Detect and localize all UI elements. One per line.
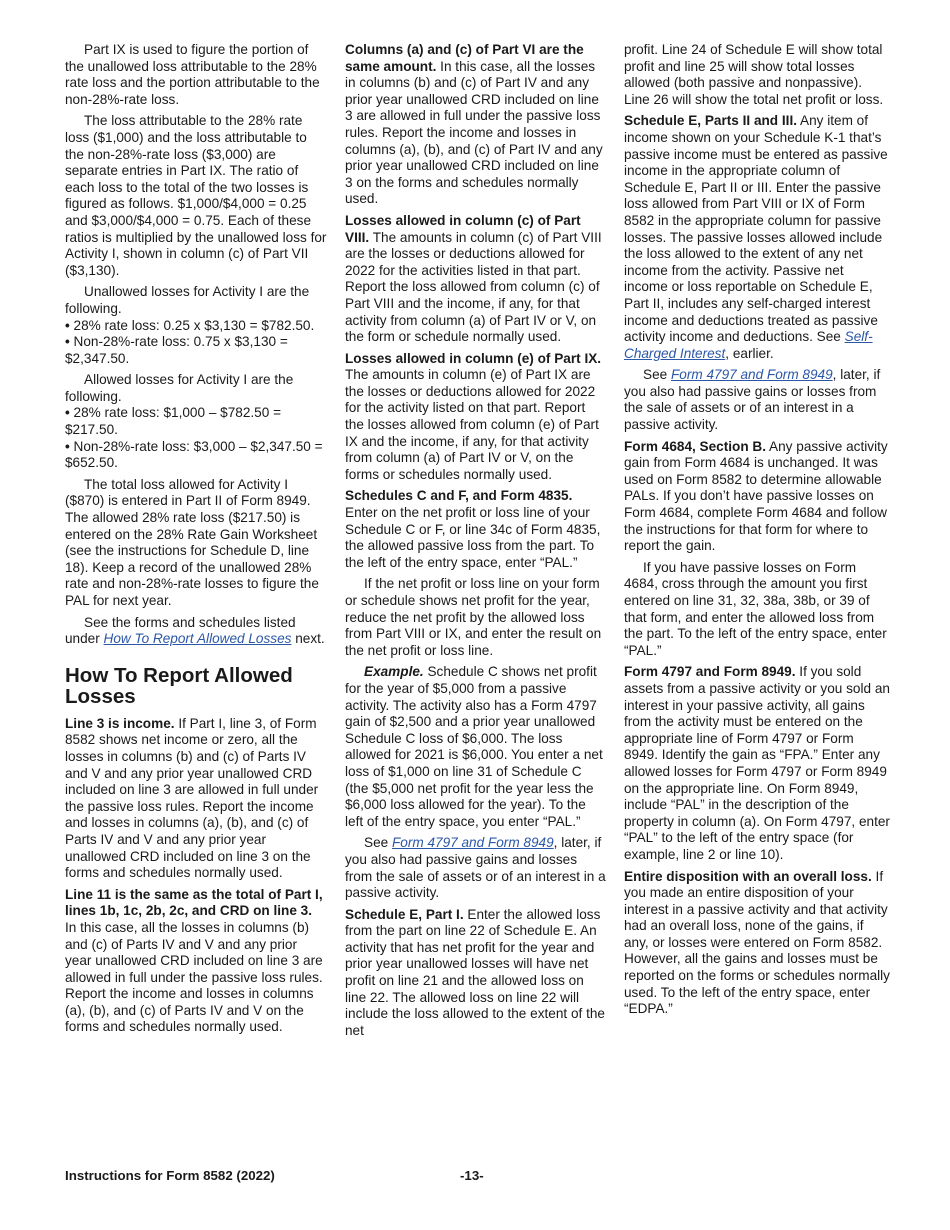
text: In this case, all the losses in columns (b) and (c) of Part IV and any prior year unallowed CRD included on line 3 are allowed in full under the passive loss rules. Report the income and losses in columns (a), (b), and (c) of Part IV and any prior year unallowed CRD included on line 3 on the forms and schedules normally used. bbox=[345, 58, 603, 207]
run-in-heading: Schedule E, Part I. bbox=[345, 906, 464, 922]
bullet-icon: • bbox=[65, 438, 70, 454]
section-heading: How To Report Allowed Losses bbox=[65, 663, 293, 709]
text: next. bbox=[291, 631, 325, 647]
how-to-report-link[interactable]: How To Report Allowed Losses bbox=[103, 631, 292, 647]
example-label: Example. bbox=[364, 664, 424, 680]
paragraph: profit. Line 24 of Schedule E will show total profit and line 25 will show total losses allowed (both passive and nonpassive). Line 26 will show the total net profit or loss. bbox=[624, 42, 884, 107]
paragraph: The loss attributable to the 28% rate loss ($1,000) and the loss attributable to the non-28%-rate loss ($3,000) are separate entries in Part IX. The ratio of each loss to the total of the two losses is figured as follows. $1,000/$4,000 = 0.25 and $3,000/$4,000 = 0.75. Each of these ratios is multiplied by the unallowed loss for Activity I, shown in column (c) of Part VII ($3,130). bbox=[65, 113, 327, 278]
bullet-icon: • bbox=[65, 317, 70, 333]
text: Enter the allowed loss from the part on line 22 of Schedule E. An activity that has net profit for the year and prior year unallowed losses will have net profit on line 21 and the allowed loss on line 22. The allowed loss on line 22 will include the loss allowed to the extent of the net bbox=[345, 906, 605, 1038]
text: If you sold assets from a passive activity or you sold an interest in your passive activity, all gains from the activity must be entered on the appropriate line of Form 4797 or Form 8949. Identify the gain as “FPA.” Enter any allowed losses for Form 4797 or Form 8949 on the appropriate line. On Form 8949, include “PAL” in the description of the property in column (a). On Form 4797, enter “PAL” to the left of the entry space (for example, line 2 or line 10). bbox=[624, 664, 890, 862]
text: , later, if you also had passive gains and losses from the sale of assets or of an interest in a passive activity. bbox=[345, 835, 606, 901]
text: , later, if you also had passive gains or losses from the sale of assets or of an interest in a passive activity. bbox=[624, 367, 881, 433]
text: Enter on the net profit or loss line of your Schedule C or F, or line 34c of Form 4835, the allowed passive loss from the part. To the left of the entry space, enter “PAL.” bbox=[345, 505, 601, 570]
run-in-heading: Losses allowed in column (e) of Part IX. bbox=[345, 350, 602, 366]
text: If you made an entire disposition of your interest in a passive activity and that activity had an overall loss, none of the gains, if any, or losses were entered on Form 8582. However, all the gains and losses must be reported on the forms or schedules normally used. To the left of the entry space, enter “EDPA.” bbox=[624, 868, 890, 1017]
paragraph bbox=[345, 907, 607, 1040]
text: Schedule C shows net profit for the year of $5,000 from a passive activity. The activity also has a Form 4797 gain of $2,500 and a prior year unallowed Schedule C loss of $6,000. The loss allowed for 2021 is $6,000. You enter a net loss of $1,000 on line 31 of Schedule C (the $5,000 net profit for the year less the $6,000 loss allowed for the year). To the left of the entry space, you enter “PAL.” bbox=[345, 664, 603, 829]
text: , earlier. bbox=[725, 345, 774, 361]
paragraph bbox=[345, 213, 607, 346]
text: See bbox=[364, 835, 392, 851]
paragraph bbox=[345, 42, 607, 208]
text: The amounts in column (c) of Part VIII are the losses or deductions allowed for 2022 for the activities listed in that part. Report the loss allowed from column (c) of Part VIII and the income, if any, for that activity from column (a) of Part IV or V, on the form or schedule normally used. bbox=[345, 229, 602, 345]
paragraph bbox=[624, 367, 890, 433]
paragraph: Allowed losses for Activity I are the following. bbox=[65, 372, 294, 404]
text: See bbox=[643, 367, 671, 383]
bullet-item bbox=[65, 318, 327, 335]
paragraph bbox=[65, 887, 327, 1036]
text: Any passive activity gain from Form 4684 is unchanged. It was used on Form 8582 to determine allowable PALs. If you don’t have passive losses on Form 4684, complete Form 4684 and follow the instructions for that form for where to report the gain. bbox=[624, 438, 888, 554]
paragraph bbox=[345, 351, 607, 484]
run-in-heading: Line 11 is the same as the total of Part I, lines 1b, 1c, 2b, 2c, and CRD on line 3. bbox=[65, 886, 323, 919]
form-4797-8949-link[interactable]: Form 4797 and Form 8949 bbox=[670, 367, 833, 383]
paragraph bbox=[624, 869, 890, 1018]
run-in-heading: Schedule E, Parts II and III. bbox=[624, 113, 797, 129]
text: The amounts in column (e) of Part IX are the losses or deductions allowed for 2022 for the activity listed on that part. Report the losses allowed from column (e) of Part IX and the income, if any, for that activity from column (a) of Part IV or V, on the forms or schedules normally used. bbox=[345, 367, 599, 482]
paragraph bbox=[624, 439, 890, 555]
paragraph: Unallowed losses for Activity I are the following. bbox=[65, 284, 310, 316]
paragraph: If the net profit or loss line on your form or schedule shows net profit for the year, reduce the net profit by the allowed loss from Part VIII or IX, and enter the result on the net profit or loss line. bbox=[345, 576, 602, 658]
bullet-text: 28% rate loss: $1,000 – $782.50 = $217.50. bbox=[65, 405, 282, 438]
paragraph bbox=[345, 664, 607, 830]
bullet-icon: • bbox=[65, 405, 70, 421]
paragraph: Part IX is used to figure the portion of the unallowed loss attributable to the 28% rate loss and the portion attributable to the non-28%-rate loss. bbox=[65, 42, 320, 107]
run-in-heading: Schedules C and F, and Form 4835. bbox=[345, 488, 573, 504]
text: If Part I, line 3, of Form 8582 shows net income or zero, all the losses in columns (b) and (c) of Parts IV and V and any prior year unallowed CRD included on line 3 are allowed in full under the passive loss rules. Report the income and losses in columns (a), (b), and (c) of Parts IV and V and any prior year unallowed CRD included on line 3 on the forms and schedules normally used. bbox=[65, 715, 319, 881]
run-in-heading: Losses allowed in column (c) of Part VIII. bbox=[345, 212, 581, 245]
paragraph: If you have passive losses on Form 4684, cross through the amount you first entered on line 31, 32, 38a, 38b, or 39 of that form, and enter the allowed loss from the part. To the left of the entry space, enter “PAL.” bbox=[624, 559, 887, 658]
text: See the forms and schedules listed under bbox=[65, 614, 296, 647]
bullet-item bbox=[65, 405, 327, 438]
bullet-text: 28% rate loss: 0.25 x $3,130 = $782.50. bbox=[73, 317, 315, 333]
run-in-heading: Entire disposition with an overall loss. bbox=[624, 868, 872, 884]
run-in-heading: Form 4797 and Form 8949. bbox=[624, 664, 796, 680]
paragraph bbox=[345, 488, 607, 571]
bullet-item bbox=[65, 334, 327, 367]
self-charged-interest-link[interactable]: Self-Charged Interest bbox=[624, 329, 873, 361]
paragraph: The total loss allowed for Activity I ($870) is entered in Part II of Form 8949. The allowed 28% rate loss ($217.50) is entered on the 28% Rate Gain Worksheet (see the instructions for Schedule D, line 18). Keep a record of the unallowed 28% rate and non-28%-rate losses to figure the PAL for next year. bbox=[65, 476, 319, 608]
paragraph bbox=[65, 716, 327, 882]
column-2 bbox=[345, 42, 607, 1044]
paragraph bbox=[65, 615, 327, 648]
bullet-text: Non-28%-rate loss: $3,000 – $2,347.50 = $652.50. bbox=[65, 438, 323, 471]
footer-form-title: Instructions for Form 8582 (2022) bbox=[65, 1168, 275, 1183]
column-3 bbox=[624, 42, 890, 1023]
paragraph bbox=[624, 113, 890, 362]
paragraph bbox=[624, 664, 890, 863]
run-in-heading: Form 4684, Section B. bbox=[624, 438, 767, 454]
bullet-item bbox=[65, 439, 327, 472]
page-number: -13- bbox=[460, 1168, 484, 1183]
form-4797-8949-link[interactable]: Form 4797 and Form 8949 bbox=[391, 835, 554, 851]
bullet-text: Non-28%-rate loss: 0.75 x $3,130 = $2,347.50. bbox=[65, 334, 288, 366]
paragraph bbox=[345, 835, 607, 901]
text: Any item of income shown on your Schedule K-1 that’s passive income must be entered as passive income in the appropriate column of Schedule E, Part II or III. Enter the passive loss allowed from Part VIII or IX of Form 8582 in the appropriate column for passive losses. The passive losses allowed include the loss allowed to the extent of any net income from the activity. Passive net income or loss reportable on Schedule E, Part II, includes any self-charged interest income and deductions treated as passive activity income and deductions. See bbox=[624, 113, 888, 345]
text: In this case, all the losses in columns (b) and (c) of Parts IV and V and any prior year unallowed CRD included on line 3 are allowed in full under the passive loss rules. Report the income and losses in columns (a), (b), and (c) of Parts IV and V on the forms and schedules normally used. bbox=[65, 919, 323, 1035]
run-in-heading: Columns (a) and (c) of Part VI are the same amount. bbox=[345, 42, 584, 74]
run-in-heading: Line 3 is income. bbox=[65, 715, 175, 731]
column-1 bbox=[65, 42, 327, 1041]
bullet-icon: • bbox=[65, 334, 70, 350]
